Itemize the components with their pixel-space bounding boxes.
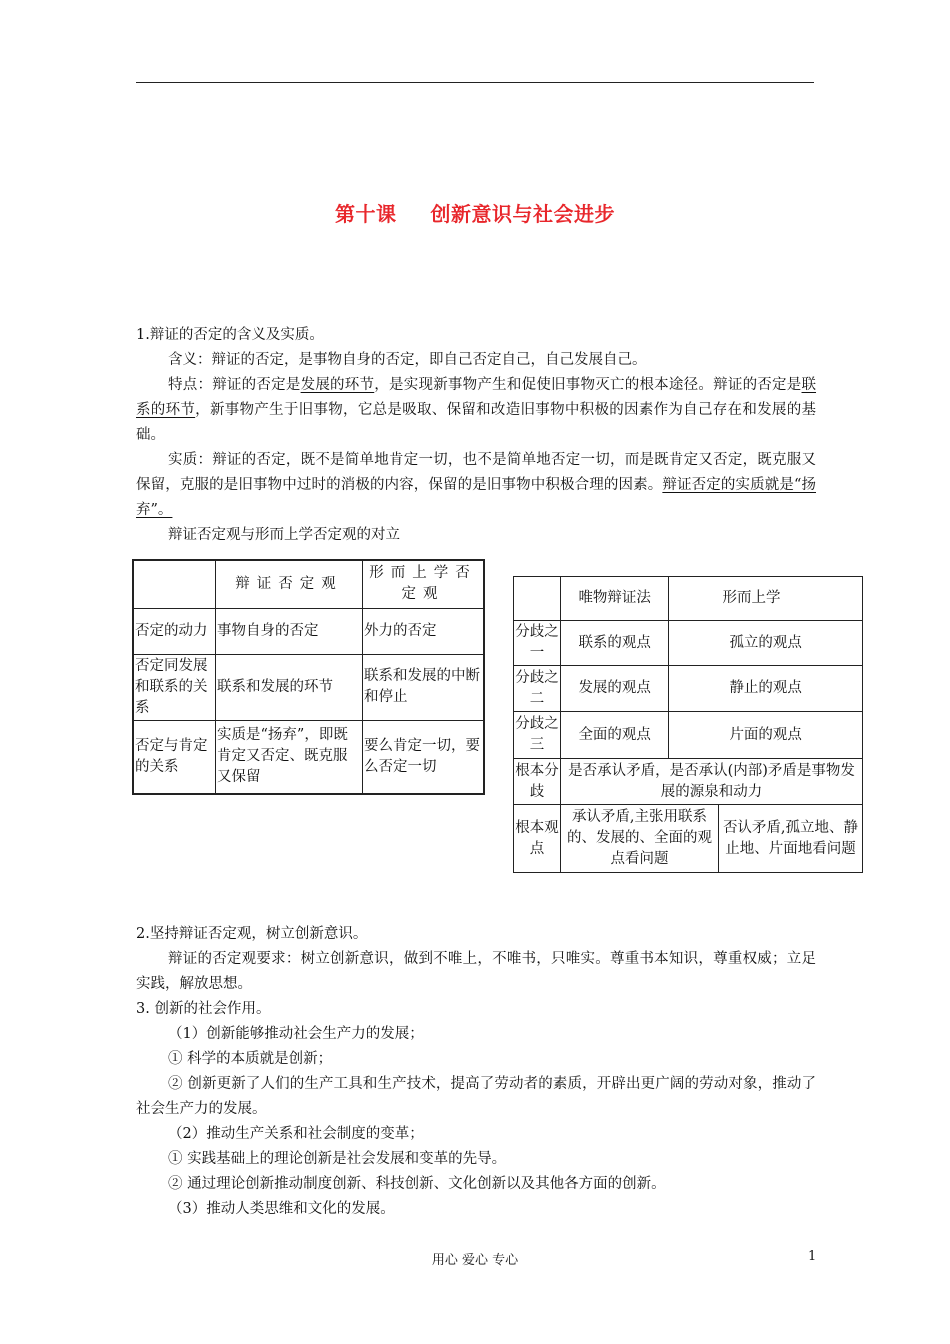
table-cell: 全面的观点 xyxy=(561,712,669,759)
feature-paragraph xyxy=(136,373,816,448)
table-cell xyxy=(514,577,561,621)
table-header: 辩证否定观 xyxy=(216,560,363,608)
feature-text-3: ，新事物产生于旧事物，它总是吸取、保留和改造旧事物中积极的因素作为自己存在和发展的基础。 xyxy=(136,402,816,443)
comparison-title: 辩证否定观与形而上学否定观的对立 xyxy=(168,527,400,543)
section-3-heading: 3. 创新的社会作用。 xyxy=(136,1001,271,1017)
table-row xyxy=(133,560,484,608)
section-2-heading: 2.坚持辩证否定观，树立创新意识。 xyxy=(136,926,368,942)
table-cell: 联系和发展的中断和停止 xyxy=(363,654,485,720)
table-cell: 事物自身的否定 xyxy=(216,608,363,654)
table-cell: 联系的观点 xyxy=(561,621,669,666)
table-row xyxy=(133,654,484,720)
table-header: 形而上学 xyxy=(719,577,863,621)
page-title xyxy=(0,198,950,227)
header-rule xyxy=(136,82,814,83)
essence-underline: 辩证否定的实质就是“扬弃”。 xyxy=(136,477,816,518)
table-cell: 片面的观点 xyxy=(669,712,863,759)
table-cell: 要么肯定一切，要么否定一切 xyxy=(363,720,485,794)
role-1b: ② 创新更新了人们的生产工具和生产技术，提高了劳动者的素质，开辟出更广阔的劳动对象，推动了社会生产力的发展。 xyxy=(136,1076,816,1117)
table-row xyxy=(514,666,863,712)
role-2a: ① 实践基础上的理论创新是社会发展和变革的先导。 xyxy=(168,1151,507,1167)
footer-text: 用心 爱心 专心 xyxy=(431,1253,519,1268)
table-row xyxy=(514,805,863,873)
table-cell: 是否承认矛盾，是否承认(内部)矛盾是事物发展的源泉和动力 xyxy=(561,759,863,805)
table-cell: 分歧之三 xyxy=(514,712,561,759)
table-row xyxy=(514,577,863,621)
table-header: 唯物辩证法 xyxy=(561,577,669,621)
feature-text-1: 特点：辩证的否定是 xyxy=(168,377,301,393)
table-cell xyxy=(133,560,216,608)
essence-paragraph xyxy=(136,448,816,523)
role-2: （2）推动生产关系和社会制度的变革； xyxy=(168,1126,424,1142)
table-cell: 否定的动力 xyxy=(133,608,216,654)
table-cell: 孤立的观点 xyxy=(669,621,863,666)
table-cell: 承认矛盾,主张用联系的、发展的、全面的观点看问题 xyxy=(561,805,719,873)
role-1a: ① 科学的本质就是创新； xyxy=(168,1051,333,1067)
negation-comparison-table xyxy=(132,559,485,795)
dialectics-vs-metaphysics-table xyxy=(513,576,863,873)
table-cell: 发展的观点 xyxy=(561,666,669,712)
feature-underline-2: 联系的环节 xyxy=(136,377,817,418)
table-row xyxy=(514,712,863,759)
role-2b: ② 通过理论创新推动制度创新、科技创新、文化创新以及其他各方面的创新。 xyxy=(168,1176,666,1192)
feature-text-2: ，是实现新事物产生和促使旧事物灭亡的根本途径。辩证的否定是 xyxy=(374,377,802,393)
table-cell: 分歧之二 xyxy=(514,666,561,712)
table-cell: 实质是“扬弃”，即既肯定又否定、既克服又保留 xyxy=(216,720,363,794)
table-cell: 静止的观点 xyxy=(669,666,863,712)
table-cell: 外力的否定 xyxy=(363,608,485,654)
table-cell: 根本分歧 xyxy=(514,759,561,805)
role-3: （3）推动人类思维和文化的发展。 xyxy=(168,1201,395,1217)
section-2-body: 辩证的否定观要求：树立创新意识，做到不唯上，不唯书，只唯实。尊重书本知识，尊重权威；立足实践，解放思想。 xyxy=(136,951,816,992)
table-row xyxy=(133,608,484,654)
table-cell xyxy=(669,577,719,621)
table-cell: 否定同发展和联系的关系 xyxy=(133,654,216,720)
role-1: （1）创新能够推动社会生产力的发展； xyxy=(168,1026,424,1042)
table-row xyxy=(133,720,484,794)
page-number: 1 xyxy=(808,1249,817,1264)
table-cell: 联系和发展的环节 xyxy=(216,654,363,720)
essence-text: 实质：辩证的否定，既不是简单地肯定一切，也不是简单地否定一切，而是既肯定又否定，既克服又保留，克服的是旧事物中过时的消极的内容，保留的是旧事物中积极合理的因素。 xyxy=(136,452,816,493)
table-cell: 否认矛盾,孤立地、静止地、片面地看问题 xyxy=(719,805,863,873)
table-row xyxy=(514,621,863,666)
table-cell: 否定与肯定的关系 xyxy=(133,720,216,794)
table-cell: 根本观点 xyxy=(514,805,561,873)
section-1-heading: 1.辩证的否定的含义及实质。 xyxy=(136,327,324,343)
meaning-paragraph: 含义：辩证的否定，是事物自身的否定，即自己否定自己，自己发展自己。 xyxy=(168,352,647,368)
feature-underline-1: 发展的环节 xyxy=(300,377,375,393)
lesson-topic: 创新意识与社会进步 xyxy=(430,202,615,226)
lesson-number: 第十课 xyxy=(335,202,397,226)
table-row xyxy=(514,759,863,805)
table-header: 形而上学否定观 xyxy=(363,560,485,608)
table-cell: 分歧之一 xyxy=(514,621,561,666)
